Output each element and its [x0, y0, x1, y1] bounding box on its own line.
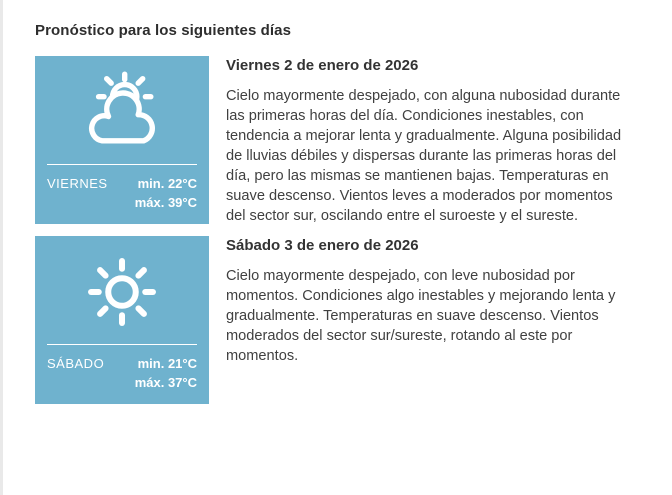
- weather-icon-wrap: [47, 60, 197, 164]
- forecast-description: Cielo mayormente despejado, con alguna nubosidad durante las primeras horas del día. Condiciones inestables, con tendencia a mejorar lenta y gradualmente. Alguna posibilidad de lluvias débiles y dispersas durante las primeras horas del día, pero las mismas se mantienen bajas. Temperaturas en suave descenso. Vientos leves a moderados por momentos del sector sur, oscilando entre el suroeste y el sureste.: [226, 88, 622, 224]
- forecast-row-viernes: [35, 56, 652, 226]
- card-meta: [47, 345, 197, 392]
- left-edge-line: [0, 0, 3, 495]
- temps: [135, 174, 197, 212]
- temp-max: máx. 37°C: [134, 375, 197, 390]
- temp-min: min. 21°C: [137, 356, 197, 371]
- sun-icon: [79, 249, 165, 335]
- day-card-viernes: [35, 56, 209, 224]
- day-card-sabado: [35, 236, 209, 404]
- temp-min: min. 22°C: [137, 176, 197, 191]
- forecast-title: Sábado 3 de enero de 2026: [226, 237, 419, 254]
- forecast-row-sabado: [35, 236, 652, 404]
- forecast-text: [226, 236, 622, 366]
- temps: [135, 354, 197, 392]
- card-meta: [47, 165, 197, 212]
- forecast-text: [226, 56, 622, 226]
- forecast-description: Cielo mayormente despejado, con leve nubosidad por momentos. Condiciones algo inestables y mejorando lenta y gradualmente. Temperaturas en suave descenso. Vientos moderados del sector sur/sureste, rotando al este por momentos.: [226, 268, 616, 364]
- day-label: VIERNES: [47, 176, 108, 191]
- forecast-title: Viernes 2 de enero de 2026: [226, 57, 419, 74]
- page-title: Pronóstico para los siguientes días: [35, 22, 292, 39]
- day-label: SÁBADO: [47, 356, 105, 371]
- weather-icon-wrap: [47, 240, 197, 344]
- sun-behind-cloud-icon: [68, 67, 176, 157]
- temp-max: máx. 39°C: [134, 195, 197, 210]
